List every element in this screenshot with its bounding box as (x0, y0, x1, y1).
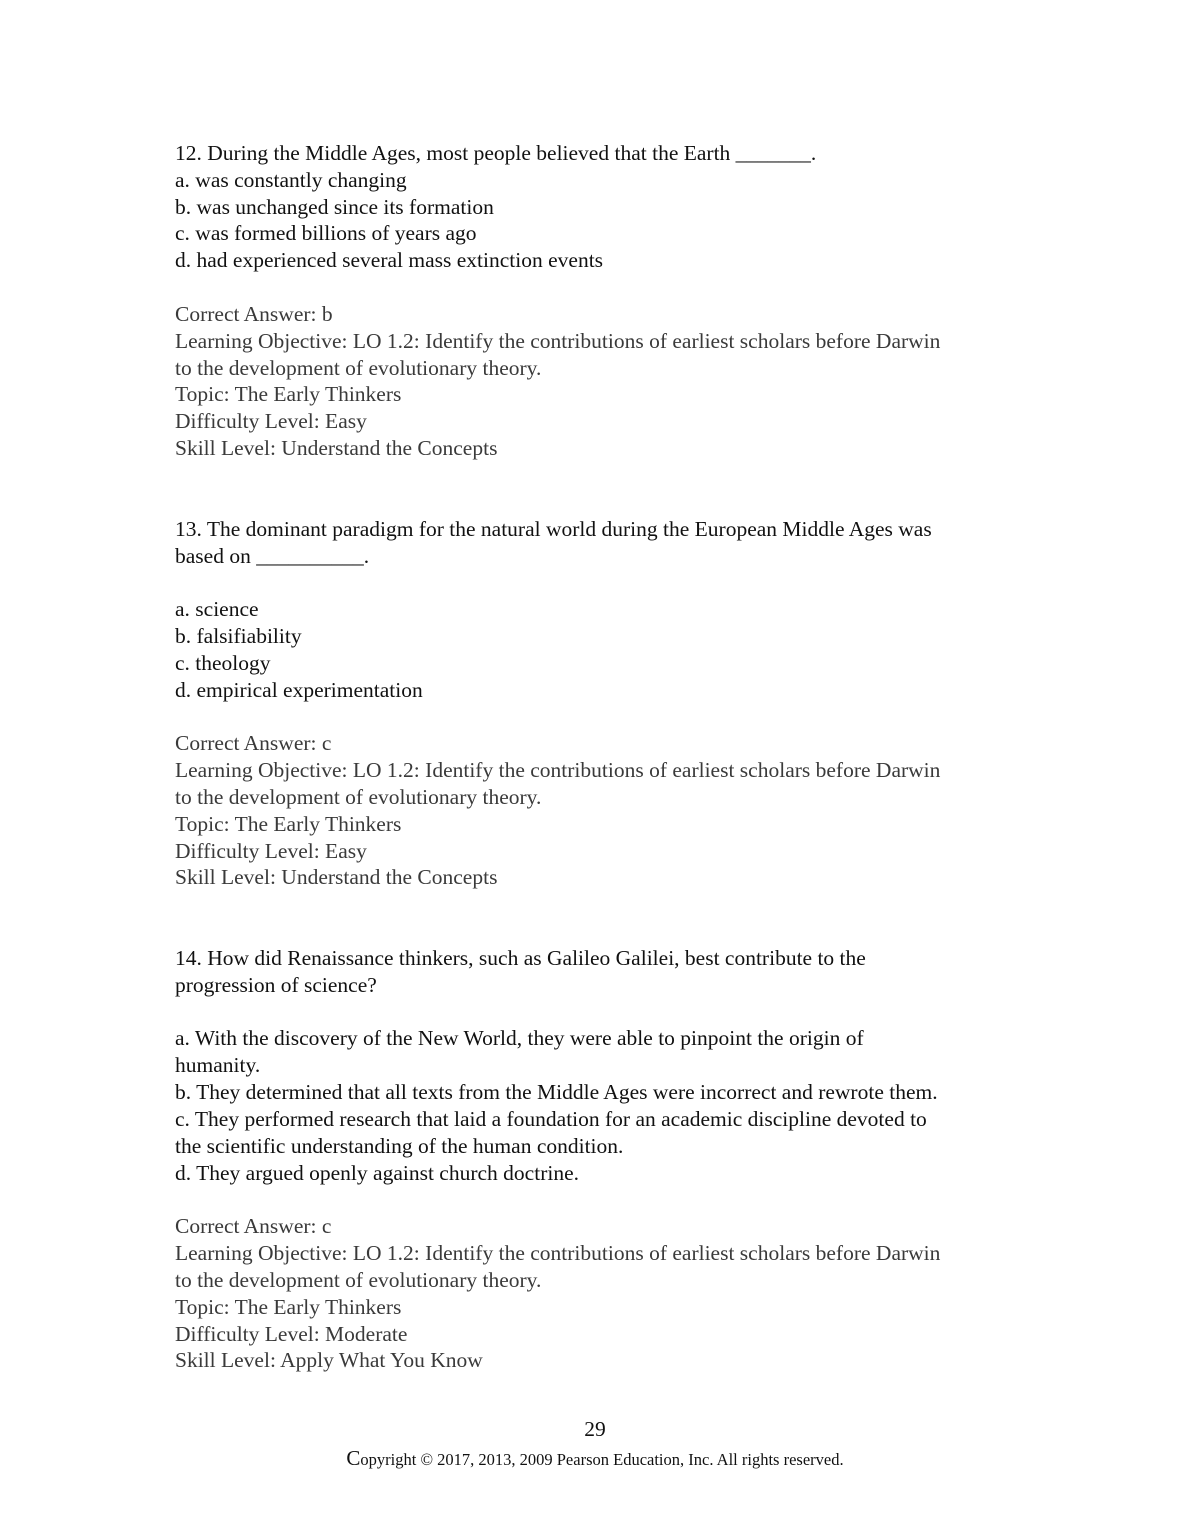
difficulty-level: Difficulty Level: Easy (175, 409, 367, 433)
answer-option: d. They argued openly against church doctrine. (175, 1161, 579, 1185)
topic: Topic: The Early Thinkers (175, 382, 402, 406)
question-stem: progression of science? (175, 973, 377, 997)
question-stem: based on __________. (175, 544, 370, 568)
answer-option: the scientific understanding of the human condition. (175, 1134, 624, 1158)
difficulty-level: Difficulty Level: Moderate (175, 1322, 408, 1346)
difficulty-level: Difficulty Level: Easy (175, 839, 367, 863)
copyright-notice (0, 1447, 1190, 1471)
answer-option: d. empirical experimentation (175, 678, 423, 702)
answer-option: b. falsifiability (175, 624, 302, 648)
answer-option: c. They performed research that laid a foundation for an academic discipline devoted to (175, 1107, 927, 1131)
answer-option: b. was unchanged since its formation (175, 195, 494, 219)
topic: Topic: The Early Thinkers (175, 812, 402, 836)
learning-objective: Learning Objective: LO 1.2: Identify the contributions of earliest scholars before Darwin (175, 758, 941, 782)
topic: Topic: The Early Thinkers (175, 1295, 402, 1319)
correct-answer: Correct Answer: c (175, 1214, 332, 1238)
skill-level: Skill Level: Apply What You Know (175, 1348, 483, 1372)
learning-objective: Learning Objective: LO 1.2: Identify the contributions of earliest scholars before Darwin (175, 329, 941, 353)
page-number: 29 (584, 1417, 606, 1441)
answer-option: c. theology (175, 651, 271, 675)
answer-option: a. science (175, 597, 259, 621)
question-stem: 12. During the Middle Ages, most people believed that the Earth _______. (175, 141, 817, 165)
learning-objective: Learning Objective: LO 1.2: Identify the contributions of earliest scholars before Darwin (175, 1241, 941, 1265)
learning-objective: to the development of evolutionary theory. (175, 1268, 542, 1292)
correct-answer: Correct Answer: b (175, 302, 333, 326)
answer-option: d. had experienced several mass extinction events (175, 248, 604, 272)
answer-option: c. was formed billions of years ago (175, 221, 477, 245)
answer-option: a. was constantly changing (175, 168, 407, 192)
question-stem: 14. How did Renaissance thinkers, such as Galileo Galilei, best contribute to the (175, 946, 866, 970)
copyright-text: opyright © 2017, 2013, 2009 Pearson Education, Inc. All rights reserved. (360, 1450, 844, 1469)
answer-option: b. They determined that all texts from the Middle Ages were incorrect and rewrote them. (175, 1080, 938, 1104)
question-stem: 13. The dominant paradigm for the natural world during the European Middle Ages was (175, 517, 932, 541)
learning-objective: to the development of evolutionary theory. (175, 785, 542, 809)
answer-option: a. With the discovery of the New World, they were able to pinpoint the origin of (175, 1026, 864, 1050)
learning-objective: to the development of evolutionary theory. (175, 356, 542, 380)
answer-option: humanity. (175, 1053, 261, 1077)
copyright-initial: C (346, 1446, 361, 1470)
skill-level: Skill Level: Understand the Concepts (175, 436, 498, 460)
skill-level: Skill Level: Understand the Concepts (175, 865, 498, 889)
correct-answer: Correct Answer: c (175, 731, 332, 755)
